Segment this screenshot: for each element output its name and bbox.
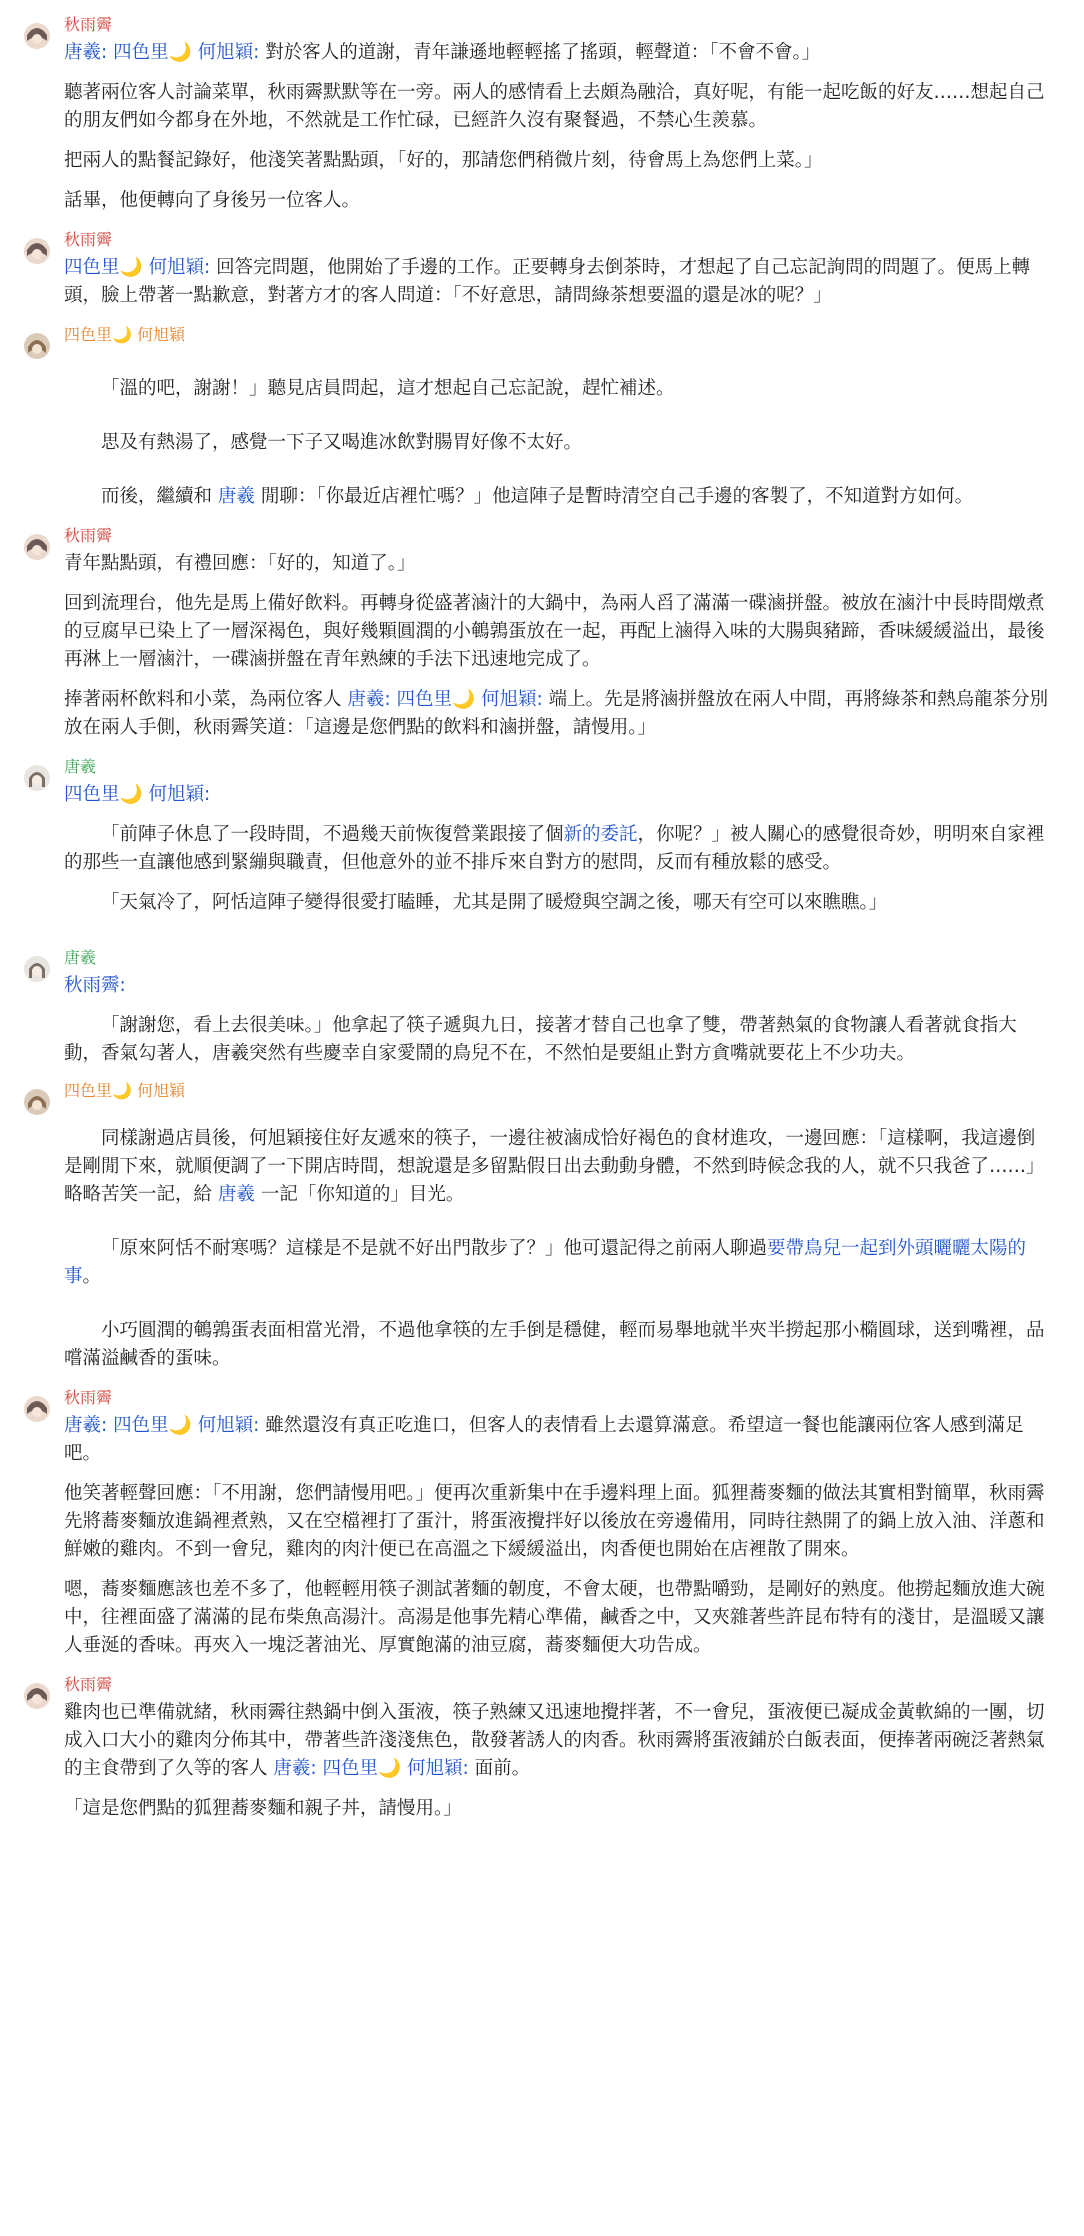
paragraph: 「這是您們點的狐狸蕎麥麵和親子丼，請慢用。」 bbox=[64, 1798, 462, 1819]
paragraph bbox=[64, 483, 1050, 511]
paragraph-text: ，你呢？」被人關心的感覺很奇妙，明明來自家裡的那些一直讓他感到緊繃與職責，但他意外的並不排斥來自對方的慰問，反而有種放鬆的感受。 bbox=[64, 824, 1045, 873]
crescent-moon-icon: 🌙 bbox=[168, 1415, 192, 1436]
mention-tag[interactable]: 唐羲 bbox=[217, 1184, 255, 1205]
mention-tag[interactable]: 唐羲: bbox=[64, 1415, 108, 1436]
spacer bbox=[64, 349, 1050, 375]
paragraph: 他笑著輕聲回應：「不用謝，您們請慢用吧。」便再次重新集中在手邊料理上面。狐狸蕎麥麵的做法其實相對簡單，秋雨霽先將蕎麥麵放進鍋裡煮熟，又在空檔裡打了蛋汁，將蛋液攪拌好以後放在旁邊備用，同時往熱開了的鍋上放入油、洋蔥和鮮嫩的雞肉。不到一會兒，雞肉的肉汁便已在高溫之下緩緩溢出，肉香便也開始在店裡散了開來。 bbox=[64, 1483, 1045, 1560]
avatar[interactable] bbox=[24, 333, 50, 359]
mention-tag[interactable]: 四色里 bbox=[64, 784, 120, 805]
crescent-moon-icon: 🌙 bbox=[378, 1758, 402, 1779]
mention-tag[interactable]: 四色里 bbox=[64, 257, 120, 278]
crescent-moon-icon: 🌙 bbox=[112, 325, 132, 344]
avatar[interactable] bbox=[24, 238, 50, 264]
paragraph-text: 「原來阿恬不耐寒嗎？這樣是不是就不好出門散步了？」他可還記得之前兩人聊過 bbox=[101, 1238, 768, 1259]
mention-tag[interactable]: 四色里 bbox=[396, 689, 453, 710]
mention-tag[interactable]: 秋雨霽: bbox=[64, 975, 126, 996]
avatar[interactable] bbox=[24, 534, 50, 560]
mention-tag[interactable]: 唐羲: bbox=[273, 1758, 317, 1779]
paragraph-text: 對於客人的道謝，青年謙遜地輕輕搖了搖頭，輕聲道：「不會不會。」 bbox=[265, 42, 821, 63]
paragraph-text: 一記「你知道的」目光。 bbox=[260, 1184, 465, 1205]
post bbox=[20, 1080, 1050, 1373]
paragraph bbox=[64, 39, 1050, 67]
avatar[interactable] bbox=[24, 1683, 50, 1709]
author-name[interactable]: 唐羲 bbox=[64, 757, 97, 776]
post bbox=[20, 14, 1050, 215]
paragraph-text: 回答完問題，他開始了手邊的工作。正要轉身去倒茶時，才想起了自己忘記詢問的問題了。便馬上轉頭，臉上帶著一點歉意，對著方才的客人問道：「不好意思，請問綠茶想要溫的還是冰的呢？」 bbox=[64, 257, 1031, 306]
paragraph-text: 捧著兩杯飲料和小菜，為兩位客人 bbox=[64, 689, 342, 710]
author-name[interactable]: 秋雨霽 bbox=[64, 1675, 113, 1694]
post bbox=[20, 324, 1050, 511]
post bbox=[20, 1674, 1050, 1823]
mention-tag[interactable]: 唐羲: bbox=[347, 689, 391, 710]
author-name[interactable] bbox=[64, 324, 1050, 346]
paragraph: 青年點點頭，有禮回應：「好的，知道了。」 bbox=[64, 553, 416, 574]
crescent-moon-icon: 🌙 bbox=[168, 42, 192, 63]
spacer bbox=[64, 1105, 1050, 1125]
paragraph bbox=[64, 1699, 1050, 1783]
crescent-moon-icon: 🌙 bbox=[112, 1081, 132, 1100]
mention-tag[interactable]: 四色里 bbox=[113, 42, 169, 63]
paragraph: 「天氣冷了，阿恬這陣子變得很愛打瞌睡，尤其是開了暖燈與空調之後，哪天有空可以來瞧瞧。」 bbox=[101, 892, 888, 913]
paragraph-text: 面前。 bbox=[474, 1758, 531, 1779]
crescent-moon-icon: 🌙 bbox=[119, 784, 143, 805]
mention-tag[interactable]: 何旭穎: bbox=[197, 42, 260, 63]
paragraph: 話畢，他便轉向了身後另一位客人。 bbox=[64, 190, 361, 211]
mention-tag[interactable]: 唐羲 bbox=[217, 486, 255, 507]
author-name-part: 何旭穎 bbox=[137, 1081, 186, 1100]
paragraph: 把兩人的點餐記錄好，他淺笑著點點頭，「好的，那請您們稍微片刻，待會馬上為您們上菜。」 bbox=[64, 150, 823, 171]
post bbox=[20, 1387, 1050, 1660]
mention-tag[interactable]: 唐羲: bbox=[64, 42, 108, 63]
paragraph bbox=[64, 1235, 1050, 1291]
avatar[interactable] bbox=[24, 765, 50, 791]
paragraph-text: 而後，繼續和 bbox=[101, 486, 213, 507]
author-name[interactable]: 秋雨霽 bbox=[64, 1388, 113, 1407]
mention-tag[interactable]: 四色里 bbox=[322, 1758, 379, 1779]
author-name[interactable]: 秋雨霽 bbox=[64, 230, 113, 249]
avatar[interactable] bbox=[24, 956, 50, 982]
author-name[interactable]: 秋雨霽 bbox=[64, 526, 113, 545]
author-name-part: 四色里 bbox=[64, 325, 113, 344]
mention-tag[interactable]: 何旭穎: bbox=[148, 257, 211, 278]
paragraph: 聽著兩位客人討論菜單，秋雨霽默默等在一旁。兩人的感情看上去頗為融洽，真好呢，有能一起吃飯的好友……想起自己的朋友們如今都身在外地，不然就是工作忙碌，已經許久沒有聚餐過，不禁心生羨慕。 bbox=[64, 82, 1045, 131]
avatar[interactable] bbox=[24, 1089, 50, 1115]
post bbox=[20, 229, 1050, 310]
inline-link[interactable]: 要帶鳥兒一起到外頭曬曬太陽的事 bbox=[64, 1238, 1027, 1287]
mention-tag[interactable]: 何旭穎: bbox=[197, 1415, 260, 1436]
paragraph-text: 閒聊：「你最近店裡忙嗎？」他這陣子是暫時清空自己手邊的客製了，不知道對方如何。 bbox=[260, 486, 974, 507]
paragraph-text: 端上。先是將滷拼盤放在兩人中間，再將綠茶和熱烏龍茶分別放在兩人手側，秋雨霽笑道：「這邊是您們點的飲料和滷拼盤，請慢用。」 bbox=[64, 689, 1049, 738]
paragraph: 「溫的吧，謝謝！」聽見店員問起，這才想起自己忘記說，趕忙補述。 bbox=[101, 378, 675, 399]
mention-tag[interactable]: 四色里 bbox=[113, 1415, 169, 1436]
author-name-part: 何旭穎 bbox=[137, 325, 186, 344]
paragraph: 嗯，蕎麥麵應該也差不多了，他輕輕用筷子測試著麵的韌度，不會太硬，也帶點嚼勁，是剛好的熟度。他撈起麵放進大碗中，往裡面盛了滿滿的昆布柴魚高湯汁。高湯是他事先精心準備，鹹香之中，又夾雜著些許昆布特有的淺甘，是溫暖又讓人垂涎的香味。再夾入一塊泛著油光、厚實飽滿的油豆腐，蕎麥麵便大功告成。 bbox=[64, 1579, 1045, 1656]
paragraph: 思及有熱湯了，感覺一下子又喝進冰飲對腸胃好像不太好。 bbox=[101, 432, 583, 453]
paragraph bbox=[64, 254, 1050, 310]
post bbox=[20, 756, 1050, 917]
crescent-moon-icon: 🌙 bbox=[452, 689, 476, 710]
author-name[interactable]: 唐羲 bbox=[64, 948, 97, 967]
avatar[interactable] bbox=[24, 23, 50, 49]
paragraph-text: 「前陣子休息了一段時間，不過幾天前恢復營業跟接了個 bbox=[101, 824, 564, 845]
mention-tag[interactable]: 何旭穎: bbox=[406, 1758, 469, 1779]
mention-tag[interactable]: 何旭穎: bbox=[480, 689, 543, 710]
addressee-line bbox=[64, 781, 1050, 809]
paragraph bbox=[64, 686, 1050, 742]
paragraph-text: 同樣謝過店員後，何旭穎接住好友遞來的筷子，一邊往被滷成恰好褐色的食材進攻，一邊回應：「這樣啊，我這邊倒是剛閒下來，就順便調了一下開店時間，想說還是多留點假日出去動動身體，不然到時候念我的人，就不只我爸了……」略略苦笑一記，給 bbox=[64, 1128, 1045, 1205]
paragraph: 小巧圓潤的鵪鶉蛋表面相當光滑，不過他拿筷的左手倒是穩健，輕而易舉地就半夾半撈起那小橢圓球，送到嘴裡，品嚐滿溢鹹香的蛋味。 bbox=[64, 1320, 1045, 1369]
paragraph-text: 雞肉也已準備就緒，秋雨霽往熱鍋中倒入蛋液，筷子熟練又迅速地攪拌著，不一會兒，蛋液便已凝成金黃軟綿的一團，切成入口大小的雞肉分佈其中，帶著些許淺淺焦色，散發著誘人的肉香。秋雨霽將蛋液鋪於白飯表面，便捧著兩碗泛著熱氣的主食帶到了久等的客人 bbox=[64, 1702, 1045, 1779]
paragraph: 回到流理台，他先是馬上備好飲料。再轉身從盛著滷汁的大鍋中，為兩人舀了滿滿一碟滷拼盤。被放在滷汁中長時間燉煮的豆腐早已染上了一層深褐色，與好幾顆圓潤的小鵪鶉蛋放在一起，再配上滷得入味的大腸與豬蹄，香味緩緩溢出，最後再淋上一層滷汁，一碟滷拼盤在青年熟練的手法下迅速地完成了。 bbox=[64, 593, 1045, 670]
paragraph: 「謝謝您，看上去很美味。」他拿起了筷子遞與九日，接著才替自己也拿了雙，帶著熱氣的食物讓人看著就食指大動，香氣勾著人，唐羲突然有些慶幸自家愛鬧的鳥兒不在，不然怕是要組止對方貪嘴就要花上不少功夫。 bbox=[64, 1015, 1017, 1064]
author-name-part: 四色里 bbox=[64, 1081, 113, 1100]
addressee-line bbox=[64, 972, 1050, 1000]
crescent-moon-icon: 🌙 bbox=[119, 257, 143, 278]
post bbox=[20, 947, 1050, 1068]
paragraph-text: 雖然還沒有真正吃進口，但客人的表情看上去還算滿意。希望這一餐也能讓兩位客人感到滿足吧。 bbox=[64, 1415, 1024, 1464]
paragraph bbox=[64, 1125, 1050, 1209]
author-name[interactable] bbox=[64, 1080, 1050, 1102]
paragraph-text: 。 bbox=[82, 1266, 102, 1287]
author-name[interactable]: 秋雨霽 bbox=[64, 15, 113, 34]
mention-tag[interactable]: 何旭穎: bbox=[148, 784, 211, 805]
paragraph bbox=[64, 1412, 1050, 1468]
paragraph bbox=[64, 821, 1050, 877]
inline-link[interactable]: 新的委託 bbox=[563, 824, 638, 845]
post bbox=[20, 525, 1050, 742]
avatar[interactable] bbox=[24, 1396, 50, 1422]
